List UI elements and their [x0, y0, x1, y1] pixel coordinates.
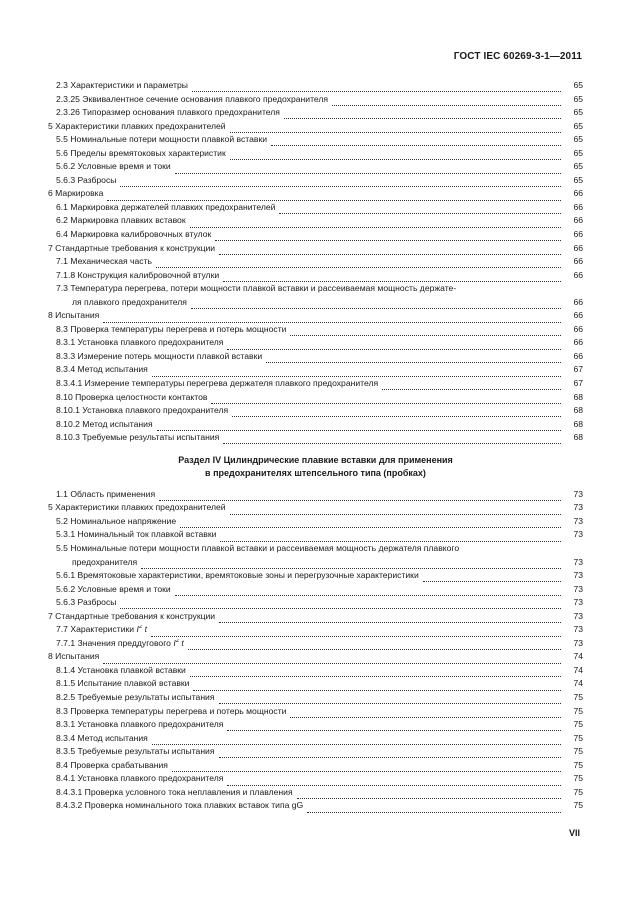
toc-entry-page: 66	[573, 324, 583, 334]
toc-entry-label: 7.7 Характеристики $I^2$ t	[56, 625, 147, 635]
toc-entry-page: 73	[573, 625, 583, 635]
toc-entry[interactable]	[48, 774, 583, 788]
toc-entry[interactable]	[48, 788, 583, 802]
dot-leader	[423, 575, 561, 582]
dot-leader	[230, 153, 561, 160]
toc-entry-page: 73	[573, 584, 583, 594]
toc-entry[interactable]	[48, 81, 583, 95]
toc-entry-page: 68	[573, 419, 583, 429]
toc-entry[interactable]	[48, 271, 583, 285]
toc-entry-page: 73	[573, 598, 583, 608]
dot-leader	[332, 99, 561, 106]
toc-entry[interactable]	[48, 108, 583, 122]
toc-entry[interactable]	[48, 666, 583, 680]
toc-entry-label: 8.1.5 Испытание плавкой вставки	[56, 679, 190, 689]
toc-entry-label: 5.3.1 Номинальный ток плавкой вставки	[56, 530, 217, 540]
dot-leader	[103, 316, 561, 323]
toc-entry-label: 8.4.3.1 Проверка условного тока неплавления и плавления	[56, 787, 293, 797]
toc-entry[interactable]	[48, 679, 583, 693]
toc-entry-page: 65	[573, 175, 583, 185]
dot-leader	[271, 139, 561, 146]
toc-entry-page: 66	[573, 189, 583, 199]
toc-entry-page: 75	[573, 801, 583, 811]
toc-entry-page: 73	[573, 516, 583, 526]
dot-leader	[227, 724, 561, 731]
dot-leader	[120, 180, 561, 187]
dot-leader	[191, 302, 561, 309]
toc-entry-label: 8.10.2 Метод испытания	[56, 419, 153, 429]
dot-leader	[157, 424, 561, 431]
toc-entry-label: 5.6.3 Разбросы	[56, 598, 117, 608]
section-title-line: в предохранителях штепсельного типа (пробках)	[205, 467, 426, 478]
toc-entry[interactable]	[48, 693, 583, 707]
dot-leader	[307, 806, 561, 813]
toc-entry-page: 73	[573, 611, 583, 621]
dot-leader	[223, 275, 561, 282]
toc-entry-label: 7.1 Механическая часть	[56, 257, 152, 267]
toc-entry-label: 6.1 Маркировка держателей плавких предохранителей	[56, 202, 276, 212]
dot-leader	[152, 370, 561, 377]
toc-entry-page: 66	[573, 311, 583, 321]
toc-entry-label: 1.1 Область применения	[56, 489, 156, 499]
toc-entry[interactable]	[48, 122, 583, 136]
toc-entry[interactable]	[48, 433, 583, 447]
toc-entry[interactable]	[48, 571, 583, 585]
toc-entry-label: 2.3 Характеристики и параметры	[56, 81, 188, 90]
toc-entry-label-cont: ля плавкого предохранителя	[72, 297, 187, 307]
toc-entry-label: 8.1.4 Установка плавкой вставки	[56, 665, 186, 675]
toc-entry[interactable]	[48, 734, 583, 748]
dot-leader	[159, 494, 561, 501]
dot-leader	[175, 167, 561, 174]
toc-entry-page: 67	[573, 379, 583, 389]
toc-entry[interactable]	[48, 801, 583, 815]
toc-entry-page: 75	[573, 774, 583, 784]
toc-entry-label: 8 Испытания	[48, 311, 100, 321]
dot-leader	[172, 765, 561, 772]
toc-entry-label: 8.10 Проверка целостности контактов	[56, 392, 208, 402]
dot-leader	[219, 616, 561, 623]
toc-entry-page: 66	[573, 297, 583, 307]
toc-entry-page: 66	[573, 216, 583, 226]
dot-leader	[175, 589, 561, 596]
toc-entry-label: 7.1.8 Конструкция калибровочной втулки	[56, 270, 220, 280]
toc-entry[interactable]	[48, 135, 583, 149]
toc-entry[interactable]	[48, 338, 583, 352]
toc-entry-label: 2.3.26 Типоразмер основания плавкого предохранителя	[56, 108, 280, 118]
toc-entry[interactable]	[48, 176, 583, 190]
toc-entry-page: 67	[573, 365, 583, 375]
dot-leader	[156, 261, 561, 268]
toc-entry-page: 73	[573, 489, 583, 499]
toc-entry-page: 75	[573, 733, 583, 743]
toc-entry-label: 5.5 Номинальные потери мощности плавкой вставки и рассеиваемая мощность держателя плавкого	[56, 542, 460, 553]
toc-entry-page: 73	[573, 503, 583, 513]
dot-leader	[120, 602, 561, 609]
dot-leader	[230, 126, 561, 133]
section-title-line: Раздел IV Цилиндрические плавкие вставки для применения	[178, 454, 453, 465]
dot-leader	[219, 751, 561, 758]
toc-entry[interactable]	[48, 352, 583, 366]
toc-entry-page: 68	[573, 406, 583, 416]
toc-entry[interactable]	[48, 203, 583, 217]
toc-entry[interactable]	[48, 95, 583, 109]
toc-entry[interactable]	[48, 639, 583, 653]
toc-entry-page: 65	[573, 162, 583, 172]
toc-entry-label: 5.6.3 Разбросы	[56, 175, 117, 185]
toc-entry-label: 6.4 Маркировка калибровочных втулок	[56, 230, 212, 240]
toc-entry[interactable]	[48, 490, 583, 504]
toc-entry-page: 74	[573, 665, 583, 675]
toc-entry-page: 74	[573, 652, 583, 662]
toc-entry-label: 8.3.5 Требуемые результаты испытания	[56, 747, 215, 757]
toc-entry-label: 8.3 Проверка температуры перегрева и потерь мощности	[56, 706, 287, 716]
dot-leader	[180, 521, 561, 528]
dot-leader	[297, 792, 561, 799]
toc-entry[interactable]	[48, 707, 583, 721]
table-of-contents	[48, 81, 583, 815]
toc-entry[interactable]	[48, 189, 583, 203]
toc-entry-page: 73	[573, 557, 583, 567]
toc-entry-label: 5.6.1 Времятоковые характеристики, времятоковые зоны и перегрузочные характеристики	[56, 571, 419, 581]
toc-entry[interactable]	[48, 747, 583, 761]
dot-leader	[103, 657, 561, 664]
toc-entry-page: 75	[573, 706, 583, 716]
toc-entry[interactable]	[48, 257, 583, 271]
toc-entry-page: 65	[573, 94, 583, 104]
toc-entry-page: 73	[573, 571, 583, 581]
section-title	[48, 454, 583, 480]
toc-entry[interactable]	[48, 365, 583, 379]
toc-entry[interactable]	[48, 325, 583, 339]
toc-entry-label: 5.2 Номинальное напряжение	[56, 516, 177, 526]
toc-entry-page: 75	[573, 760, 583, 770]
toc-entry[interactable]	[48, 625, 583, 639]
dot-leader	[190, 221, 561, 228]
toc-entry-page: 66	[573, 243, 583, 253]
dot-leader	[223, 437, 561, 444]
toc-entry-page: 74	[573, 679, 583, 689]
dot-leader	[230, 508, 561, 515]
toc-entry-label: 8.4.1 Установка плавкого предохранителя	[56, 774, 224, 784]
toc-entry-page: 66	[573, 270, 583, 280]
toc-entry-page: 66	[573, 338, 583, 348]
dot-leader	[284, 112, 561, 119]
toc-entry-page: 75	[573, 692, 583, 702]
toc-entry[interactable]	[48, 406, 583, 420]
dot-leader	[107, 194, 561, 201]
toc-entry-label: 7 Стандартные требования к конструкции	[48, 243, 216, 253]
toc-entry[interactable]	[48, 761, 583, 775]
toc-entry-label: 8.3.1 Установка плавкого предохранителя	[56, 338, 224, 348]
toc-entry-wrapped[interactable]	[48, 544, 583, 571]
dot-leader	[152, 738, 561, 745]
dot-leader	[219, 697, 561, 704]
toc-entry[interactable]	[48, 598, 583, 612]
toc-group	[48, 652, 583, 815]
dot-leader	[190, 670, 561, 677]
dot-leader	[290, 329, 561, 336]
toc-entry[interactable]	[48, 652, 583, 666]
toc-entry-label: 5.5 Номинальные потери мощности плавкой вставки	[56, 135, 268, 145]
toc-entry-label: 5.6 Пределы времятоковых характеристик	[56, 148, 226, 158]
toc-entry[interactable]	[48, 720, 583, 734]
toc-entry-page: 75	[573, 787, 583, 797]
dot-leader	[279, 207, 561, 214]
toc-entry-page: 65	[573, 148, 583, 158]
toc-entry-page: 66	[573, 257, 583, 267]
document-header: ГОСТ IEC 60269-3-1—2011	[453, 51, 582, 62]
dot-leader	[192, 85, 561, 92]
page-number: VII	[568, 828, 580, 838]
toc-entry[interactable]	[48, 230, 583, 244]
toc-entry-page: 68	[573, 392, 583, 402]
dot-leader	[227, 343, 561, 350]
toc-entry[interactable]	[48, 503, 583, 517]
toc-entry-page: 75	[573, 747, 583, 757]
toc-entry-label: 8.10.3 Требуемые результаты испытания	[56, 433, 220, 443]
toc-entry[interactable]	[48, 311, 583, 325]
toc-group	[48, 490, 583, 544]
toc-entry-label: 7.7.1 Значения преддугового $I^2$ t	[56, 638, 184, 648]
toc-entry[interactable]	[48, 517, 583, 531]
toc-entry-page: 73	[573, 530, 583, 540]
toc-entry[interactable]	[48, 393, 583, 407]
dot-leader	[151, 630, 561, 637]
toc-entry-page: 73	[573, 638, 583, 648]
toc-entry-label: 7 Стандартные требования к конструкции	[48, 611, 216, 621]
toc-entry-label: 7.3 Температура перегрева, потери мощности плавкой вставки и рассеиваемая мощность держате-	[56, 283, 457, 294]
toc-entry-label: 8.10.1 Установка плавкого предохранителя	[56, 406, 229, 416]
toc-entry-label: 5 Характеристики плавких предохранителей	[48, 503, 226, 513]
toc-entry-wrapped[interactable]	[48, 284, 583, 311]
toc-entry[interactable]	[48, 530, 583, 544]
dot-leader	[141, 562, 561, 569]
toc-entry[interactable]	[48, 612, 583, 626]
toc-entry-page: 66	[573, 202, 583, 212]
dot-leader	[188, 643, 561, 650]
toc-entry-label: 8.4 Проверка срабатывания	[56, 760, 168, 770]
toc-entry-page: 66	[573, 230, 583, 240]
toc-entry-page: 75	[573, 720, 583, 730]
toc-group	[48, 311, 583, 446]
toc-entry-label: 8.3.4.1 Измерение температуры перегрева держателя плавкого предохранителя	[56, 379, 379, 389]
dot-leader	[232, 410, 561, 417]
toc-entry-label: 8.3.4 Метод испытания	[56, 365, 148, 375]
dot-leader	[211, 397, 561, 404]
toc-entry-label: 8 Испытания	[48, 652, 100, 662]
dot-leader	[227, 779, 561, 786]
toc-entry-label: 8.3.1 Установка плавкого предохранителя	[56, 720, 224, 730]
toc-entry[interactable]	[48, 244, 583, 258]
dot-leader	[382, 383, 561, 390]
toc-entry-label: 5 Характеристики плавких предохранителей	[48, 121, 226, 131]
dot-leader	[193, 684, 561, 691]
dot-leader	[220, 535, 561, 542]
toc-entry-label-cont: предохранителя	[72, 557, 138, 567]
toc-entry-label: 2.3.25 Эквивалентное сечение основания плавкого предохранителя	[56, 94, 329, 104]
toc-entry-label: 8.3.4 Метод испытания	[56, 733, 148, 743]
toc-entry[interactable]	[48, 149, 583, 163]
toc-entry-label: 8.2.5 Требуемые результаты испытания	[56, 692, 215, 702]
toc-entry-page: 65	[573, 81, 583, 90]
toc-entry[interactable]	[48, 420, 583, 434]
toc-entry[interactable]	[48, 585, 583, 599]
toc-entry[interactable]	[48, 216, 583, 230]
toc-entry-label: 8.3.3 Измерение потерь мощности плавкой вставки	[56, 351, 263, 361]
toc-entry-page: 68	[573, 433, 583, 443]
toc-entry-label: 8.3 Проверка температуры перегрева и потерь мощности	[56, 324, 287, 334]
toc-entry[interactable]	[48, 379, 583, 393]
dot-leader	[290, 711, 561, 718]
toc-entry[interactable]	[48, 162, 583, 176]
toc-entry-label: 5.6.2 Условные время и токи	[56, 162, 171, 172]
toc-entry-page: 65	[573, 121, 583, 131]
dot-leader	[215, 234, 561, 241]
toc-entry-label: 6.2 Маркировка плавких вставок	[56, 216, 186, 226]
toc-group	[48, 81, 583, 284]
toc-entry-label: 5.6.2 Условные время и токи	[56, 584, 171, 594]
dot-leader	[219, 248, 561, 255]
toc-entry-label: 6 Маркировка	[48, 189, 104, 199]
toc-entry-page: 65	[573, 108, 583, 118]
dot-leader	[266, 356, 561, 363]
toc-group	[48, 571, 583, 625]
toc-entry-page: 66	[573, 351, 583, 361]
toc-entry-label: 8.4.3.2 Проверка номинального тока плавких вставок типа gG	[56, 801, 304, 811]
toc-entry-page: 65	[573, 135, 583, 145]
